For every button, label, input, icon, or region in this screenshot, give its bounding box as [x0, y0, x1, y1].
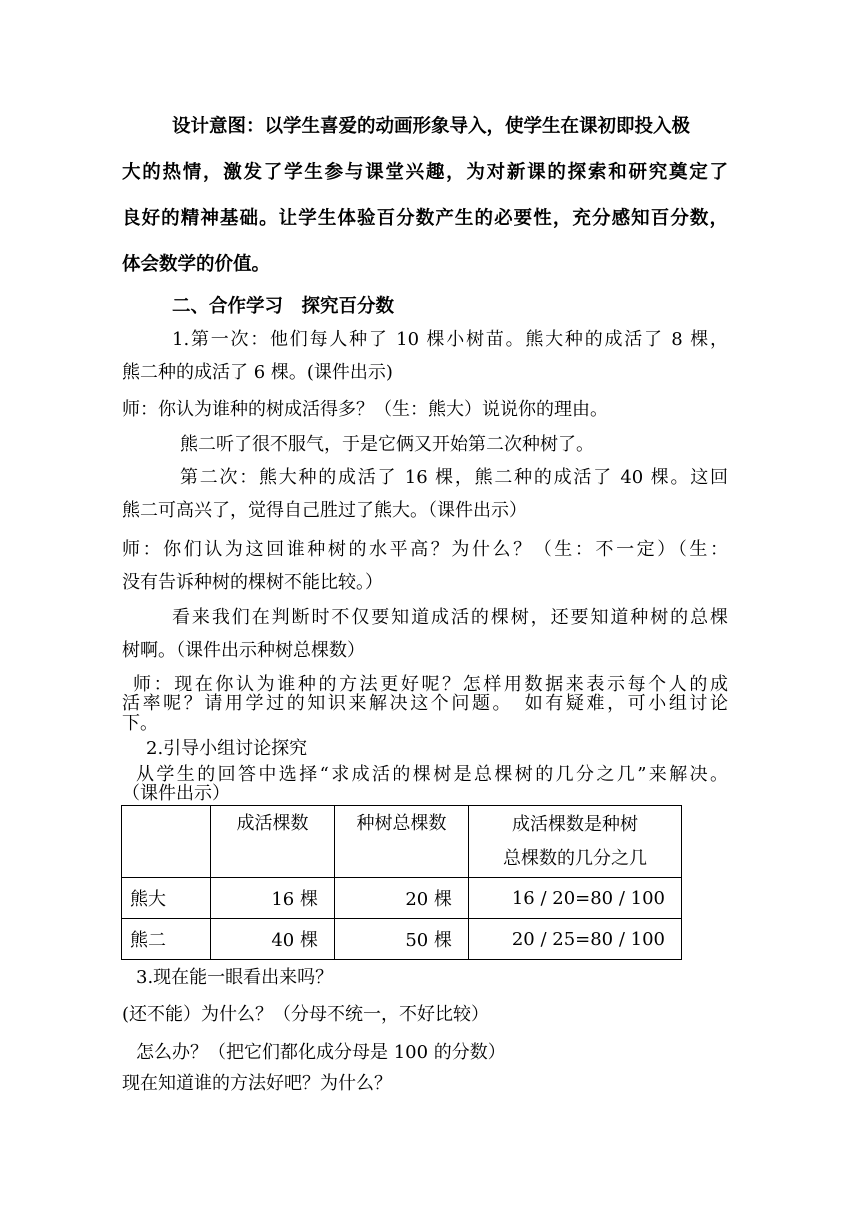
para3-line-1: 第二次：熊大种的成活了 16 棵，熊二种的成活了 40 棵。这回 [180, 467, 728, 488]
header-fraction-line-1: 成活棵数是种树 [512, 813, 638, 835]
teacher2-line-2: 没有告诉种树的棵树不能比较。） [122, 572, 383, 593]
para2-line: 熊二听了很不服气，于是它俩又开始第二次种树了。 [180, 434, 594, 455]
table-header-empty [122, 806, 211, 878]
step2-heading: 2.引导小组讨论探究 [146, 738, 308, 759]
teacher-line-1: 师：你认为谁种的树成活得多？（生：熊大）说说你的理由。 [122, 399, 608, 420]
header-fraction-line-2: 总棵数的几分之几 [503, 847, 647, 869]
row-fraction: 16 / 20=80 / 100 [469, 878, 682, 919]
table-header-total [335, 806, 469, 878]
row-fraction: 20 / 25=80 / 100 [469, 919, 682, 960]
qa-line-1: (还不能）为什么？（分母不统一，不好比较） [122, 1004, 490, 1025]
row-total: 50 棵 [335, 919, 469, 960]
survival-table [121, 805, 682, 960]
intent-line-2: 大的热情，激发了学生参与课堂兴趣，为对新课的探索和研究奠定了 [122, 162, 728, 183]
table-header-alive [211, 806, 335, 878]
teacher3-line-1: 师：现在你认为谁种的方法更好呢？怎样用数据来表示每个人的成 [133, 674, 728, 695]
para1-line-2: 熊二种的成活了 6 棵。(课件出示) [122, 362, 393, 383]
para5-line-2: （课件出示） [122, 783, 230, 804]
qa-line-2: 怎么办？（把它们都化成分母是 100 的分数） [136, 1042, 506, 1063]
table-header-fraction [469, 806, 682, 878]
intent-line-3: 良好的精神基础。让学生体验百分数产生的必要性，充分感知百分数， [122, 208, 728, 229]
row-name: 熊大 [122, 878, 211, 919]
para4-line-2: 树啊。（课件出示种树总棵数） [122, 640, 365, 661]
row-alive: 40 棵 [211, 919, 335, 960]
teacher2-line-1: 师：你们认为这回谁种树的水平高？为什么？（生：不一定）（生： [122, 539, 728, 560]
row-name: 熊二 [122, 919, 211, 960]
row-alive: 16 棵 [211, 878, 335, 919]
qa-line-3: 现在知道谁的方法好吧？为什么？ [122, 1073, 392, 1094]
header-total-label: 种树总棵数 [356, 812, 447, 834]
table-header-row [122, 806, 682, 878]
intent-line-4: 体会数学的价值。 [122, 254, 271, 275]
table-row [122, 878, 682, 919]
intent-line-1: 设计意图：以学生喜爱的动画形象导入，使学生在课初即投入极 [172, 116, 691, 137]
row-total: 20 棵 [335, 878, 469, 919]
teacher3-line-2: 活率呢？请用学过的知识来解决这个问题。 如有疑难，可小组讨论 [122, 693, 728, 714]
para1-line-1: 1.第一次：他们每人种了 10 棵小树苗。熊大种的成活了 8 棵， [172, 329, 728, 350]
table-row [122, 919, 682, 960]
header-alive-label: 成活棵数 [236, 812, 309, 834]
para4-line-1: 看来我们在判断时不仅要知道成活的棵树，还要知道种树的总棵 [172, 607, 728, 628]
para3-line-2: 熊二可高兴了，觉得自己胜过了熊大。（课件出示） [122, 500, 527, 521]
teacher3-line-3: 下。 [122, 713, 158, 734]
step3-heading: 3.现在能一眼看出来吗？ [136, 967, 334, 988]
section-title: 二、合作学习 探究百分数 [172, 296, 395, 317]
para5-line-1: 从学生的回答中选择“求成活的棵树是总棵树的几分之几”来解决。 [136, 764, 728, 785]
